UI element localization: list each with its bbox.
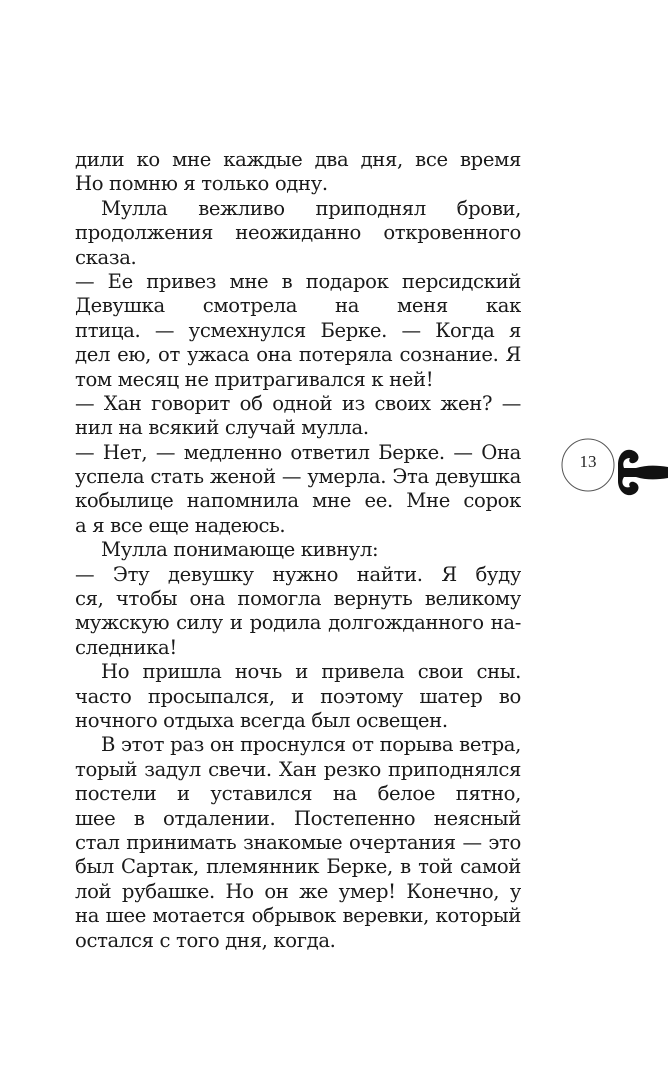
text-line: продолжения неожиданно откровенного xyxy=(75,221,521,245)
text-line: мужскую силу и родила долгожданного на- xyxy=(75,611,521,635)
text-line: постели и уставился на белое пятно, xyxy=(75,782,521,806)
text-line: на шее мотается обрывок веревки, который xyxy=(75,904,521,928)
page-number: 13 xyxy=(579,452,597,471)
text-line: дили ко мне каждые два дня, все время xyxy=(75,148,521,171)
text-line: часто просыпался, и поэтому шатер во xyxy=(75,684,521,708)
text-line: — Эту девушку нужно найти. Я буду xyxy=(75,562,521,586)
text-line: Но пришла ночь и привела свои сны. xyxy=(101,660,521,684)
text-line: был Сартак, племянник Берке, в той самой xyxy=(75,855,521,879)
text-line: птица. — усмехнулся Берке. — Когда я xyxy=(75,318,521,342)
text-line: ся, чтобы она помогла вернуть великому xyxy=(75,587,521,611)
text-line: нил на всякий случай мулла. xyxy=(75,416,369,440)
text-line: кобылице напомнила мне ее. Мне сорок xyxy=(75,489,521,513)
text-line: Мулла вежливо приподнял брови, xyxy=(101,196,521,220)
text-line: стал принимать знакомые очертания — это xyxy=(75,830,521,854)
text-line: — Ее привез мне в подарок персидский xyxy=(75,269,521,293)
text-line: дел ею, от ужаса она потеряла сознание. Я xyxy=(75,343,521,367)
text-line: том месяц не притрагивался к ней! xyxy=(75,367,434,391)
text-line: успела стать женой — умерла. Эта девушка xyxy=(75,465,521,489)
text-line: а я все еще надеюсь. xyxy=(75,513,286,537)
text-line: шее в отдалении. Постепенно неясный xyxy=(75,806,521,830)
text-line: сказа. xyxy=(75,245,137,269)
text-line: торый задул свечи. Хан резко приподнялся xyxy=(75,757,521,781)
text-line: Девушка смотрела на меня как xyxy=(75,294,521,318)
body-text xyxy=(75,148,521,953)
text-line: Но помню я только одну. xyxy=(75,172,328,196)
text-line: Мулла понимающе кивнул: xyxy=(101,538,379,562)
text-line: — Нет, — медленно ответил Берке. — Она xyxy=(75,440,521,464)
text-line: — Хан говорит об одной из своих жен? — xyxy=(75,391,521,415)
text-line: остался с того дня, когда. xyxy=(75,928,336,952)
text-line: следника! xyxy=(75,635,177,659)
text-line: лой рубашке. Но он же умер! Конечно, у xyxy=(75,879,521,903)
text-line: В этот раз он проснулся от порыва ветра, xyxy=(101,733,521,757)
text-line: ночного отдыха всегда был освещен. xyxy=(75,708,448,732)
